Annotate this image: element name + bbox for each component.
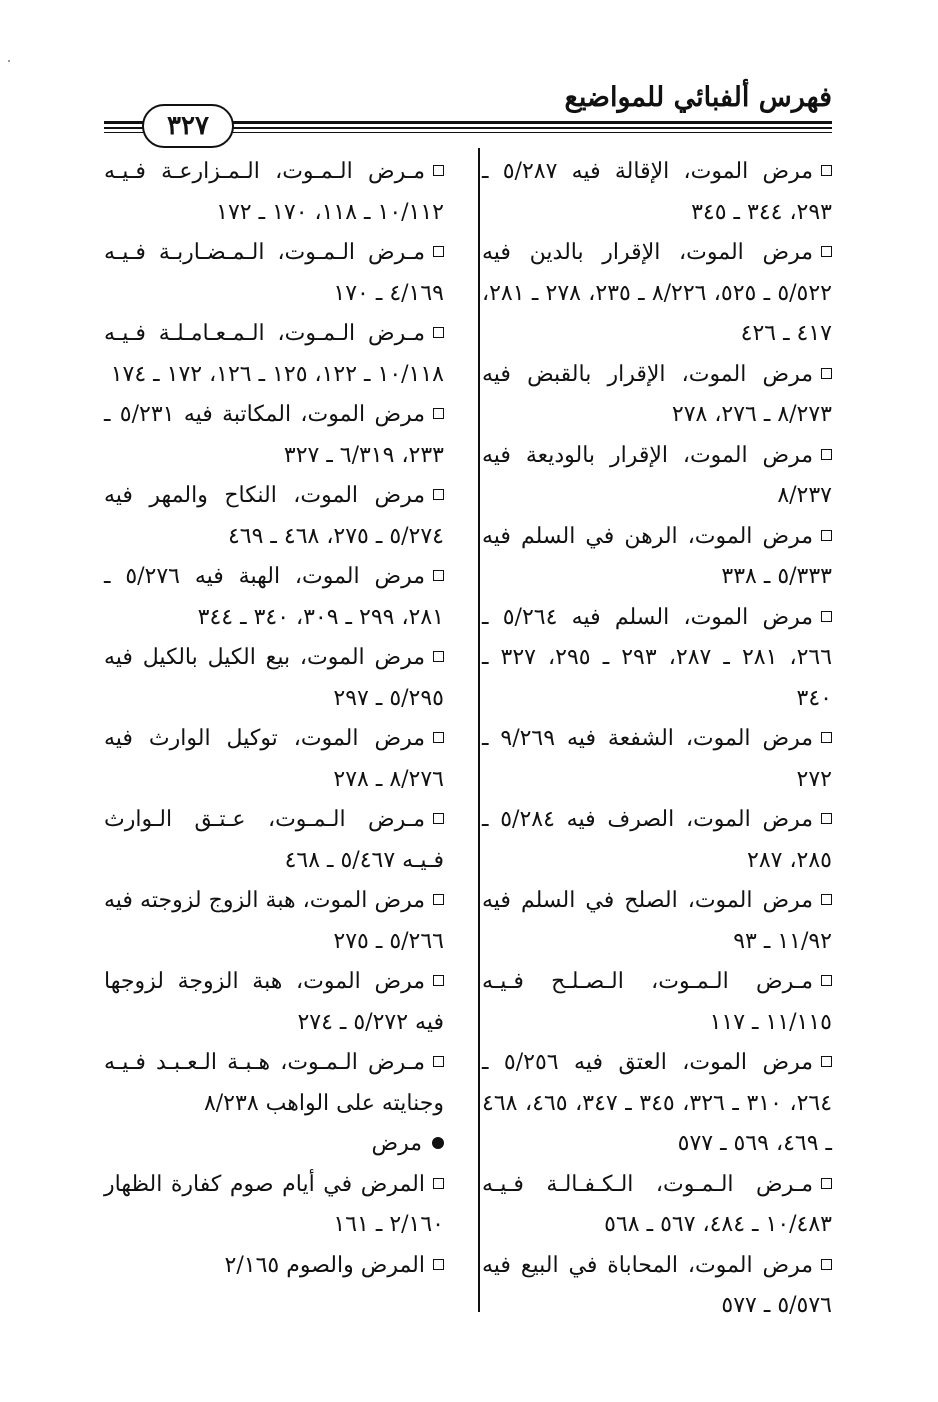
index-entry-text: مرض الموت، هبة الزوجة لزوجها فيه ٥/٢٧٢ ـ ٢٧٤	[104, 969, 444, 1035]
index-entry	[482, 233, 832, 355]
index-entry-text: مرض الموت، الهبة فيه ٥/٢٧٦ ـ ٢٨١، ٢٩٩ ـ ٣٠٩، ٣٤٠ ـ ٣٤٤	[104, 564, 444, 630]
square-bullet-icon	[433, 408, 444, 419]
index-entry	[104, 800, 444, 881]
index-entry	[104, 719, 444, 800]
square-bullet-icon	[821, 894, 832, 905]
index-entry	[104, 395, 444, 476]
index-entry	[104, 1165, 444, 1246]
square-bullet-icon	[821, 1178, 832, 1189]
index-entry-text: مـرض الـمـوت، الـصـلـح فـيـه ١١/١١٥ ـ ١١٧	[482, 969, 832, 1035]
square-bullet-icon	[821, 975, 832, 986]
index-heading	[104, 1124, 444, 1165]
index-entry	[482, 1043, 832, 1165]
index-entry-text: مرض الموت، بيع الكيل بالكيل فيه ٥/٢٩٥ ـ ٢٩٧	[104, 645, 444, 711]
square-bullet-icon	[433, 165, 444, 176]
index-entry	[104, 1246, 444, 1287]
dot-bullet-icon	[432, 1137, 444, 1149]
index-column-left	[104, 152, 444, 1286]
index-entry	[104, 152, 444, 233]
square-bullet-icon	[433, 327, 444, 338]
square-bullet-icon	[821, 165, 832, 176]
square-bullet-icon	[433, 894, 444, 905]
index-entry-text: مرض الموت، الإقالة فيه ٥/٢٨٧ ـ ٢٩٣، ٣٤٤ ـ ٣٤٥	[482, 159, 832, 225]
index-entry	[482, 962, 832, 1043]
index-heading-text: مرض	[371, 1131, 422, 1156]
index-entry-text: مرض الموت، الصلح في السلم فيه ١١/٩٢ ـ ٩٣	[482, 888, 832, 954]
index-entry	[104, 1043, 444, 1124]
index-entry	[482, 719, 832, 800]
index-column-right	[482, 152, 832, 1327]
index-entry-text: مـرض الـمـوت، الـمـعـامـلـة فـيـه ١٠/١١٨ ـ ١٢٢، ١٢٥ ـ ١٢٦، ١٧٢ ـ ١٧٤	[104, 321, 444, 387]
index-entry-text: مرض الموت، المكاتبة فيه ٥/٢٣١ ـ ٢٣٣، ٦/٣١٩ ـ ٣٢٧	[104, 402, 444, 468]
index-entry-text: مرض الموت، السلم فيه ٥/٢٦٤ ـ ٢٦٦، ٢٨١ ـ ٢٨٧، ٢٩٣ ـ ٢٩٥، ٣٢٧ ـ ٣٤٠	[482, 604, 833, 711]
square-bullet-icon	[433, 1259, 444, 1270]
square-bullet-icon	[821, 530, 832, 541]
index-entry-text: مرض الموت، الإقرار بالقبض فيه ٨/٢٧٣ ـ ٢٧٦، ٢٧٨	[482, 361, 832, 427]
index-entry	[104, 962, 444, 1043]
index-entry-text: مرض الموت، الشفعة فيه ٩/٢٦٩ ـ ٢٧٢	[482, 726, 832, 792]
index-entry	[104, 638, 444, 719]
page-number-badge	[142, 104, 234, 148]
square-bullet-icon	[433, 489, 444, 500]
index-entry-text: مـرض الـمـوت، عـتـق الـوارث فـيـه ٥/٤٦٧ ـ ٤٦٨	[104, 807, 444, 873]
square-bullet-icon	[433, 732, 444, 743]
index-entry-text: مرض الموت، توكيل الوارث فيه ٨/٢٧٦ ـ ٢٧٨	[104, 726, 444, 792]
square-bullet-icon	[821, 1056, 832, 1067]
index-entry-text: مرض الموت، هبة الزوج لزوجته فيه ٥/٢٦٦ ـ ٢٧٥	[104, 888, 444, 954]
index-entry	[104, 233, 444, 314]
square-bullet-icon	[821, 368, 832, 379]
column-divider	[478, 148, 480, 1312]
index-entry	[104, 314, 444, 395]
index-entry	[104, 476, 444, 557]
square-bullet-icon	[821, 449, 832, 460]
index-entry-text: مرض الموت، النكاح والمهر فيه ٥/٢٧٤ ـ ٢٧٥، ٤٦٨ ـ ٤٦٩	[104, 483, 444, 549]
index-entry-text: مرض الموت، الإقرار بالدين فيه ٥/٥٢٢ ـ ٥٢٥، ٨/٢٢٦ ـ ٢٣٥، ٢٧٨ ـ ٢٨١، ٤١٧ ـ ٤٢٦	[482, 240, 832, 346]
page-header-title: فهرس ألفبائي للمواضيع	[564, 82, 832, 113]
index-entry-text: مرض الموت، الصرف فيه ٥/٢٨٤ ـ ٢٨٥، ٢٨٧	[482, 807, 832, 873]
index-entry	[104, 881, 444, 962]
square-bullet-icon	[433, 1178, 444, 1189]
index-entry	[482, 598, 832, 720]
index-entry-text: مرض الموت، الرهن في السلم فيه ٥/٣٣٣ ـ ٣٣٨	[482, 523, 832, 589]
square-bullet-icon	[821, 732, 832, 743]
square-bullet-icon	[821, 1259, 832, 1270]
index-entry-text: مـرض الـمـوت، الـمـزارعـة فـيـه ١٠/١١٢ ـ ١١٨، ١٧٠ ـ ١٧٢	[104, 159, 444, 225]
index-entry	[482, 152, 832, 233]
square-bullet-icon	[821, 611, 832, 622]
index-entry-text: المرض والصوم ٢/١٦٥	[224, 1252, 425, 1278]
index-entry	[104, 557, 444, 638]
square-bullet-icon	[433, 246, 444, 257]
page-number: ٣٢٧	[167, 111, 209, 141]
square-bullet-icon	[821, 246, 832, 257]
index-entry	[482, 355, 832, 436]
scan-speck	[8, 60, 10, 62]
square-bullet-icon	[433, 975, 444, 986]
index-entry	[482, 800, 832, 881]
square-bullet-icon	[433, 813, 444, 824]
index-entry	[482, 517, 832, 598]
index-entry	[482, 881, 832, 962]
index-entry-text: مرض الموت، الإقرار بالوديعة فيه ٨/٢٣٧	[482, 442, 832, 508]
index-entry-text: مرض الموت، العتق فيه ٥/٢٥٦ ـ ٢٦٤، ٣١٠ ـ ٣٢٦، ٣٤٥ ـ ٣٤٧، ٤٦٥، ٤٦٨ ـ ٤٦٩، ٥٦٩ ـ ٥٧٧	[482, 1050, 833, 1156]
square-bullet-icon	[433, 651, 444, 662]
index-entry-text: المرض في أيام صوم كفارة الظهار ٢/١٦٠ ـ ١٦١	[104, 1171, 444, 1237]
square-bullet-icon	[821, 813, 832, 824]
square-bullet-icon	[433, 570, 444, 581]
square-bullet-icon	[433, 1056, 444, 1067]
index-entry-text: مـرض الـمـوت، الـكـفـالـة فـيـه ١٠/٤٨٣ ـ ٤٨٤، ٥٦٧ ـ ٥٦٨	[482, 1171, 832, 1237]
index-entry-text: مرض الموت، المحاباة في البيع فيه ٥/٥٧٦ ـ ٥٧٧	[482, 1252, 832, 1318]
index-entry-text: مـرض الـمـوت، الـمـضـاربـة فـيـه ٤/١٦٩ ـ ١٧٠	[104, 240, 444, 306]
index-entry	[482, 436, 832, 517]
index-entry-text: مـرض الـمـوت، هـبـة الـعـبـد فـيـه وجنايته على الواهب ٨/٢٣٨	[104, 1050, 444, 1116]
index-entry	[482, 1246, 832, 1327]
index-entry	[482, 1165, 832, 1246]
